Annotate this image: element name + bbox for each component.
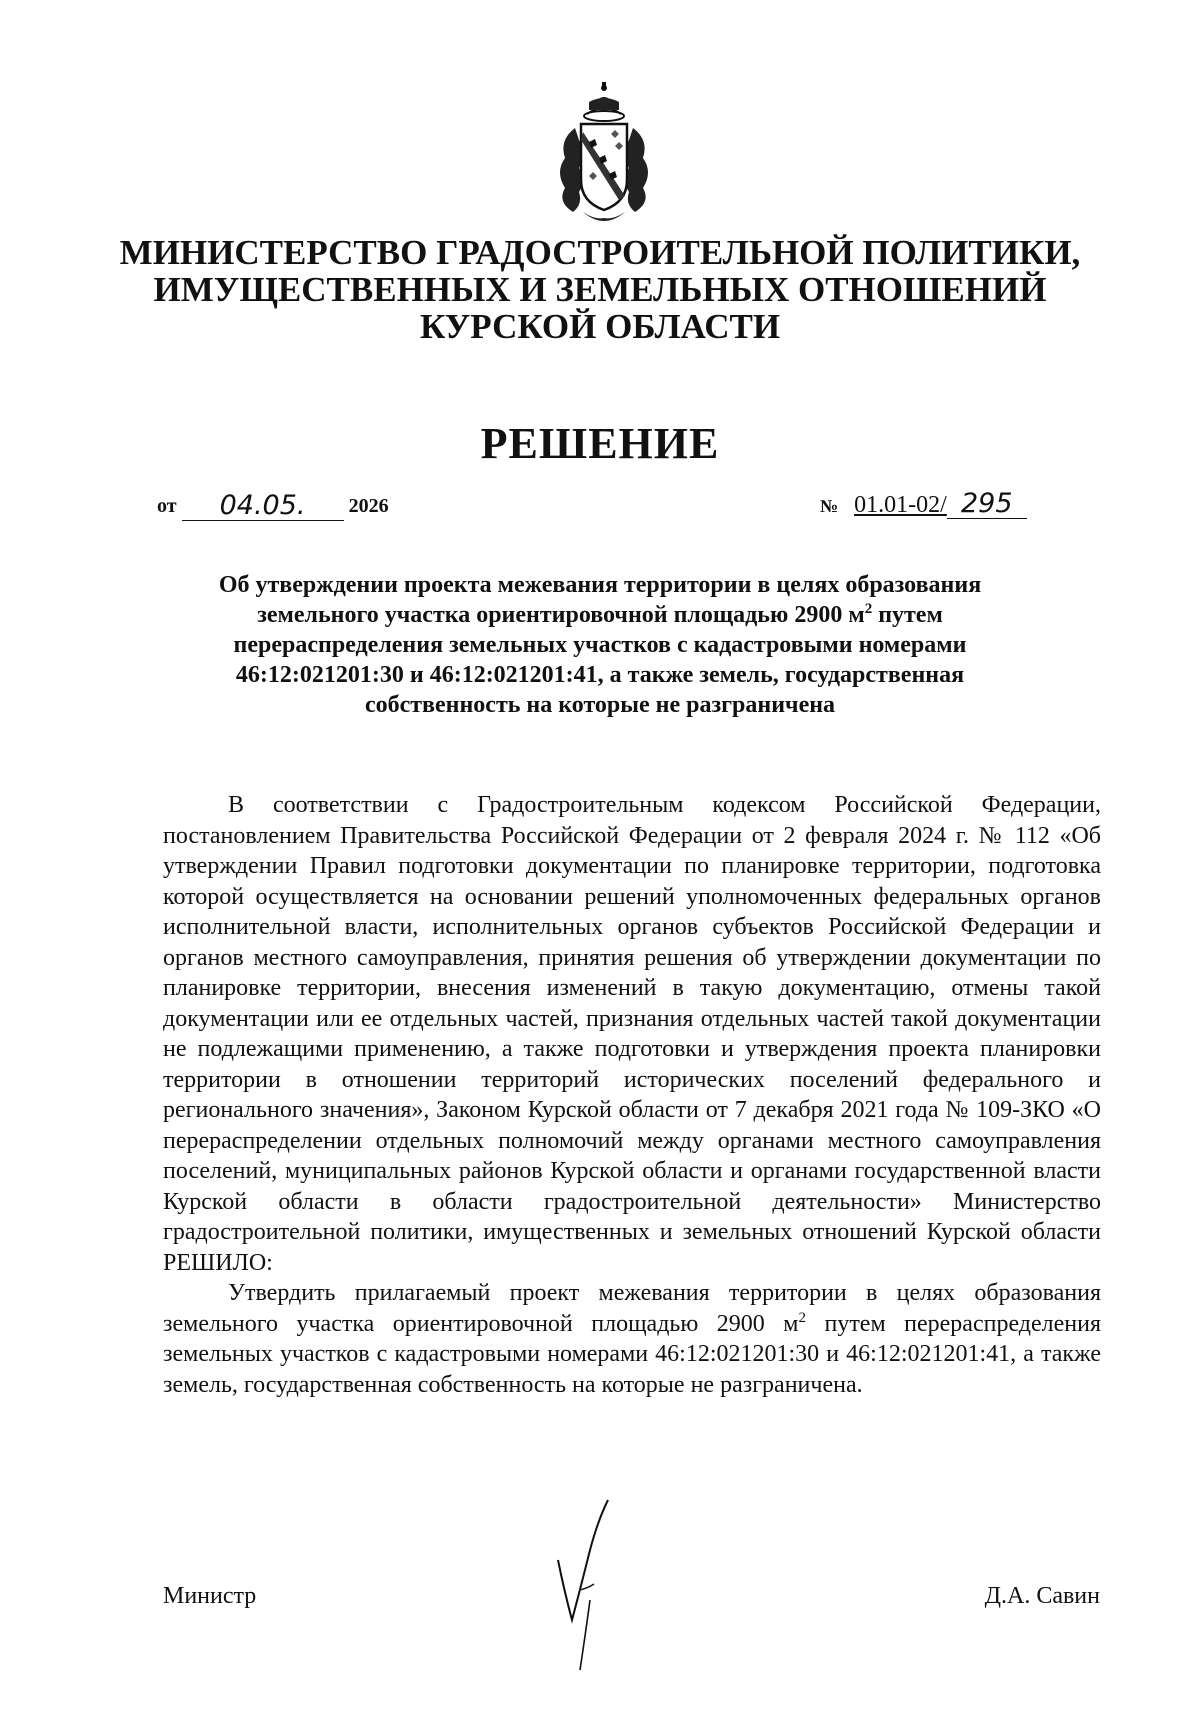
date-prefix: от [157, 495, 177, 517]
handwritten-signature [550, 1480, 640, 1680]
document-subject [150, 570, 1050, 720]
ministry-line-2: ИМУЩЕСТВЕННЫХ И ЗЕМЕЛЬНЫХ ОТНОШЕНИЙ [153, 270, 1047, 309]
subject-line-2-tail: путем [872, 602, 943, 628]
handwritten-number: 295 [947, 490, 1027, 519]
ministry-line-1: МИНИСТЕРСТВО ГРАДОСТРОИТЕЛЬНОЙ ПОЛИТИКИ, [119, 233, 1081, 272]
number-printed: 01.01-02/ [854, 492, 947, 518]
handwritten-date: 04.05. [182, 492, 344, 521]
subject-line-5: собственность на которые не разграничена [364, 692, 836, 718]
document-body [163, 790, 1101, 1400]
paragraph-2-tail: путем перераспределения земельных участков с кадастровыми номерами 46:12:021201:30 и 46:12:021201:41, а также земель, государственная собственность на которые не разграничена. [163, 1310, 1101, 1398]
signatory-title: Министр [163, 1583, 257, 1609]
coat-of-arms-emblem [553, 80, 655, 230]
document-number [820, 490, 1027, 519]
date-year: 2026 [348, 495, 389, 517]
ministry-line-3: КУРСКОЙ ОБЛАСТИ [419, 307, 781, 346]
subject-line-4: 46:12:021201:30 и 46:12:021201:41, а также земель, государственная [235, 662, 965, 688]
signatory-name: Д.А. Савин [984, 1583, 1100, 1609]
subject-line-2-text: земельного участка ориентировочной площадью 2900 м [257, 602, 865, 628]
body-paragraph-1: В соответствии с Градостроительным кодексом Российской Федерации, постановлением Правительства Российской Федерации от 2 февраля 2024 г. № 112 «Об утверждении Правил подготовки документации по планировке территории, подготовка которой осуществляется на основании решений уполномоченных федеральных органов исполнительной власти, исполнительных органов субъектов Российской Федерации и органов местного самоуправления, принятия решения об утверждении документации по планировке территории, внесения изменений в такую документацию, отмены такой документации или ее отдельных частей, признания отдельных частей такой документации не подлежащими применению, а также подготовки и утверждения проекта планировки территории в отношении территорий исторических поселений федерального и регионального значения», Законом Курской области от 7 декабря 2021 года № 109-ЗКО «О перераспределении отдельных полномочий между органами местного самоуправления поселений, муниципальных районов Курской области и органами государственной власти Курской области в области градостроительной деятельности» Министерство градостроительной политики, имущественных и земельных отношений Курской области РЕШИЛО: [163, 792, 1101, 1276]
subject-line-3: перераспределения земельных участков с кадастровыми номерами [233, 632, 967, 658]
subject-line-1: Об утверждении проекта межевания территории в целях образования [218, 572, 982, 598]
paragraph-2-text: Утвердить прилагаемый проект межевания территории в целях образования земельного участка ориентировочной площадью 2900 м [163, 1280, 1101, 1337]
ministry-name [100, 234, 1100, 345]
document-type-heading: РЕШЕНИЕ [480, 419, 720, 468]
body-paragraph-2 [163, 1278, 1101, 1400]
paragraph-2-superscript: 2 [798, 1309, 806, 1326]
document-date [157, 492, 389, 521]
subject-line-2 [150, 600, 1050, 630]
number-sign: № [820, 496, 839, 516]
subject-superscript: 2 [864, 601, 873, 617]
